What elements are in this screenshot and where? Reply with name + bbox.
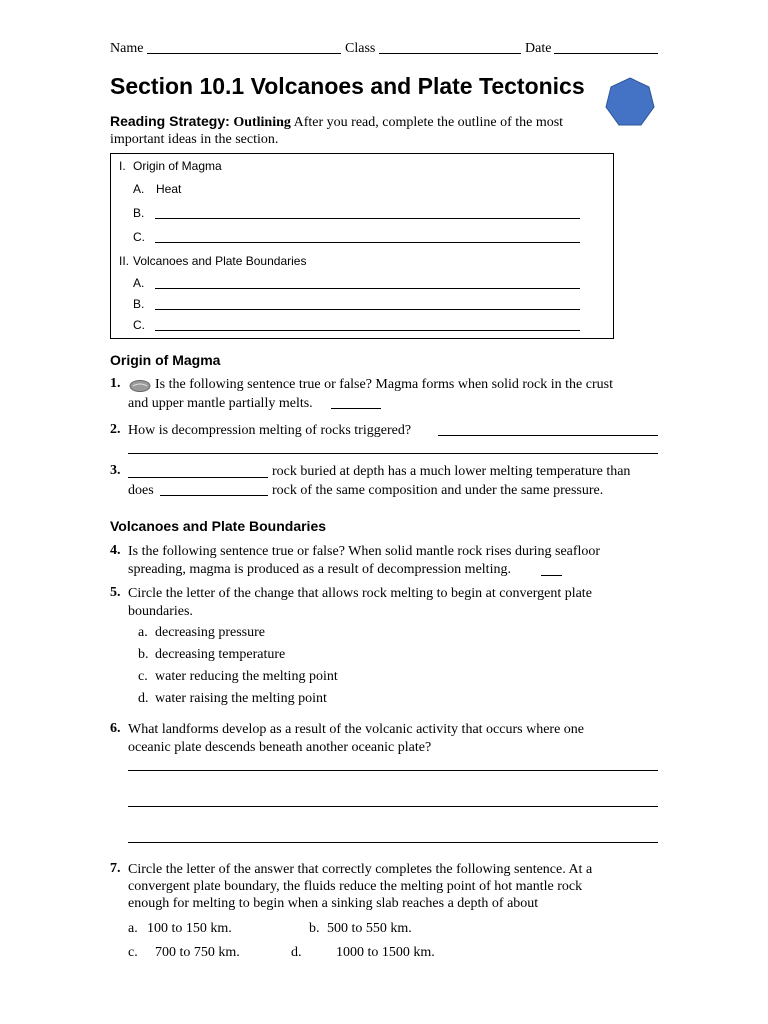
outline-box xyxy=(110,153,614,339)
question-text: spreading, magma is produced as a result of decompression melting. xyxy=(128,562,511,577)
outline-answer-line[interactable] xyxy=(155,330,580,331)
question-text: and upper mantle partially melts. xyxy=(128,396,313,411)
answer-line[interactable] xyxy=(128,842,658,843)
name-label: Name xyxy=(110,41,144,56)
question-text: What landforms develop as a result of the volcanic activity that occurs where one xyxy=(128,722,584,737)
question-text: Is the following sentence true or false? When solid mantle rock rises during seafloor xyxy=(128,544,601,559)
answer-line[interactable] xyxy=(128,453,658,454)
question-text: Circle the letter of the change that allows rock melting to begin at convergent plate xyxy=(128,586,592,601)
option-text: 100 to 150 km. xyxy=(147,921,232,936)
question-text: Circle the letter of the answer that correctly completes the following sentence. At a xyxy=(128,862,593,877)
outline-letter: C. xyxy=(133,230,145,244)
page-title: Section 10.1 Volcanoes and Plate Tectonics xyxy=(110,73,585,99)
question-text: convergent plate boundary, the fluids reduce the melting point of hot mantle rock xyxy=(128,879,583,894)
question-number: 7. xyxy=(110,861,121,876)
date-field[interactable] xyxy=(554,53,658,54)
question-number: 6. xyxy=(110,721,121,736)
option-text: 500 to 550 km. xyxy=(327,921,412,936)
answer-line[interactable] xyxy=(128,770,658,771)
reading-strategy xyxy=(110,112,563,132)
option-text: water raising the melting point xyxy=(155,691,327,706)
option-text: 700 to 750 km. xyxy=(155,945,240,960)
outline-answer-line[interactable] xyxy=(155,309,580,310)
outline-answer-line[interactable] xyxy=(155,288,580,289)
section-heading-volcanoes: Volcanoes and Plate Boundaries xyxy=(110,518,327,534)
option-letter[interactable]: d. xyxy=(138,691,149,706)
outline-answer-line[interactable] xyxy=(155,218,580,219)
class-label: Class xyxy=(345,41,376,56)
reading-strategy-instructions-cont: important ideas in the section. xyxy=(110,132,279,147)
question-text: rock buried at depth has a much lower melting temperature than xyxy=(272,464,631,479)
option-text: water reducing the melting point xyxy=(155,669,338,684)
section-heading-origin: Origin of Magma xyxy=(110,352,221,368)
option-letter[interactable]: c. xyxy=(138,669,148,684)
answer-blank[interactable] xyxy=(128,477,268,478)
question-text: oceanic plate descends beneath another oceanic plate? xyxy=(128,740,432,755)
question-number: 3. xyxy=(110,463,121,478)
question-text: enough for melting to begin when a sinking slab reaches a depth of about xyxy=(128,896,539,911)
outline-letter: A. xyxy=(133,182,145,196)
question-number: 5. xyxy=(110,585,121,600)
outline-numeral-1: I. xyxy=(119,159,126,173)
option-text: 1000 to 1500 km. xyxy=(336,945,435,960)
class-field[interactable] xyxy=(379,53,521,54)
outline-letter: B. xyxy=(133,297,145,311)
question-number: 4. xyxy=(110,543,121,558)
option-letter[interactable]: d. xyxy=(291,945,302,960)
option-text: decreasing pressure xyxy=(155,625,266,640)
heptagon-icon xyxy=(603,76,657,128)
question-text: rock of the same composition and under the same pressure. xyxy=(272,483,604,498)
outline-letter: B. xyxy=(133,206,145,220)
answer-blank[interactable] xyxy=(331,408,381,409)
option-text: decreasing temperature xyxy=(155,647,286,662)
answer-line[interactable] xyxy=(128,806,658,807)
outline-answer-line[interactable] xyxy=(155,242,580,243)
question-text: boundaries. xyxy=(128,604,193,619)
question-text: How is decompression melting of rocks triggered? xyxy=(128,423,412,438)
question-number: 2. xyxy=(110,422,121,437)
outline-numeral-2: II. xyxy=(119,254,130,268)
question-text: Is the following sentence true or false? Magma forms when solid rock in the crust xyxy=(155,377,613,392)
option-letter[interactable]: b. xyxy=(138,647,149,662)
outline-section-1-title: Origin of Magma xyxy=(133,159,222,173)
date-label: Date xyxy=(525,41,552,56)
question-text: does xyxy=(128,483,154,498)
name-field[interactable] xyxy=(147,53,341,54)
outline-section-2-title: Volcanoes and Plate Boundaries xyxy=(133,254,307,268)
answer-blank[interactable] xyxy=(160,495,268,496)
outline-letter: A. xyxy=(133,276,145,290)
answer-blank[interactable] xyxy=(438,435,658,436)
option-letter[interactable]: b. xyxy=(309,921,320,936)
reading-strategy-method: Outlining xyxy=(233,115,291,130)
answer-blank[interactable] xyxy=(541,575,562,576)
reading-strategy-label: Reading Strategy: xyxy=(110,113,230,129)
reading-strategy-instructions: After you read, complete the outline of the most xyxy=(293,115,564,130)
option-letter[interactable]: a. xyxy=(138,625,148,640)
outline-item-text: Heat xyxy=(156,182,182,196)
option-letter[interactable]: c. xyxy=(128,945,138,960)
rock-icon xyxy=(129,379,151,393)
option-letter[interactable]: a. xyxy=(128,921,138,936)
question-number: 1. xyxy=(110,376,121,391)
outline-letter: C. xyxy=(133,318,145,332)
